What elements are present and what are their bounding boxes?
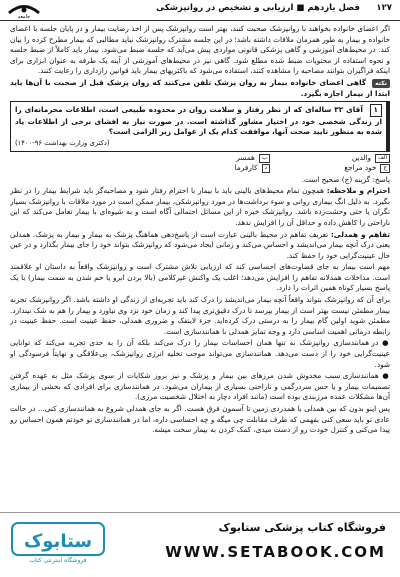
option-key: الف — [375, 154, 390, 163]
note-block — [10, 78, 390, 99]
option-key: ج — [380, 164, 390, 173]
shop-name: فروشگاه کتاب پزشکی ستابوک — [218, 521, 386, 534]
bullet-item: ● همانندسازی سبب مخدوش شدن مرزهای بین بیمار و پزشک و نیز بروز شکایات از سوی پزشک مثل به عهده گرفتن تصمیمات بیمار و یا حس سردرگمی و ناراحتی بسیاری از بیماران می‌شود. در همانندسازی برای افرادی که بخشی از بیماری آن‌ها مشکلات عمده مرزبندی بوده است (مانند افراد دچار به اختلال شخصیت مرزی). — [10, 371, 390, 402]
page-header — [0, 0, 400, 21]
text-rapport: تعریف تفاهم در محیط بالینی عبارت است از پاسخ‌دهی هماهنگ پزشک به بیمار و بیمار به پزشک. همدلی یعنی درک آنچه بیمار می‌اندیشد و احساس می‌کند و زمانی ایجاد می‌شود که روانپزشک بتواند خود را جای بیمار بگذارد و در عین حال عینیت‌گرایی خود را حفظ کند. — [10, 229, 390, 260]
publisher-logo — [6, 2, 42, 19]
setabook-logo-icon — [10, 519, 106, 559]
question-number: ۱ — [370, 104, 382, 117]
paragraph-empathy: مهم است بیمار به جای قضاوت‌های احساسی کند که ارزیابی تلاش مشترک است و روانپزشک واقعاً به داستان او علاقمند است. مداخلات همدلانه تفاهم را افزایش می‌دهد؛ اغلب یک واکنش غیرکلامی (بالا بردن ابرو یا خم شدن به سمت بیمار) با یک پاسخ بسیار کوتاه همین اثرات را دارد. — [10, 262, 390, 293]
paragraph-closing: پس اینو بدون که بین همدلی با همدردی زمین تا آسمون فرق هست. اگر به جای همدلی شروع به همانندسازی کنی... در حالت عادی تو باید سعی کنی بفهمی که طرف مقابلت چی میگه و چه احساسی داره، اما در همانندسازی تو خودتم همون احساس رو پیدا می‌کنی و کنترل خودت رو از دست میدی، کمک کردن به بیمار سخت میشه. — [10, 404, 390, 435]
question-text: آقای ۳۲ ساله‌ای که از نظر رفتار و سلامت روان در محدوده طبیعی است، اطلاعات محرمانه‌ای را از زندگی شخصی خود در اختیار مشاور گذاشته است. در صورت نیاز به افشای برخی از اطلاعات یاد شده به منظور تایید صحت آنها، موافقت کدام یک از عوامل زیر الزامی است؟ — [15, 105, 382, 137]
svg-text:جامعه: جامعه — [17, 14, 31, 19]
option-text: کارفرما — [234, 163, 258, 173]
question-box — [10, 101, 390, 151]
option-a — [270, 154, 390, 164]
option-key: د — [262, 164, 270, 173]
option-c — [270, 164, 390, 174]
text-respect: همچون تمام محیط‌های بالینی باید با بیمار با احترام رفتار شود و مصاحبه‌گر باید شرایط بیمار را در نظر بگیرد. به دلیل انگ بیماری روانی و سوء برداشت‌ها در مورد روانپزشکی، بیمار ممکن است در مورد ملاقات با روانپزشک بسیار نگران یا حتی وحشت‌زده باشد. روانپزشک خبره از این مسائل احتمالی آگاه است و به شیوه‌ای با بیمار تعامل می‌کند که این ناراحتی را کاهش داده و حداقل آن را افزایش ندهد. — [10, 186, 390, 227]
option-text: والدین — [351, 153, 372, 163]
publisher-logo-icon — [6, 2, 42, 19]
page-number: ۱۲۷ — [376, 3, 392, 13]
running-title: فصل یازدهم ■ ارزیابی و تشخیص در روانپزشکی — [156, 3, 360, 13]
question-reference: (دکتری وزارت بهداشت ۹۶-۱۴۰۰) — [15, 138, 110, 147]
note-text: گاهی اعضای خانواده بیمار به روان پزشک تلفن می‌کنند که روان پزشک قبل از صحبت با آن‌ها باید ابتدا از بیمار اجازه بگیرد. — [10, 77, 390, 98]
paragraph-objectivity: برای آن که روانپزشک بتواند واقعاً آنچه بیمار می‌اندیشد را درک کند باید تجربه‌ای از زندگی او داشته باشد. اگر روانپزشک تجربه بیمار مطمئن نیست بهتر است از بیمار بپرسد تا درک دقیق‌تری پیدا کند و زمان خود نزد وی نیاورد و بیمار را هم به شک نیندازد. مطمئن شوید اولین گام بیمار را به درستی درک کرده‌اید. جزء لاینفک و ضروری همدلی، حفظ عینیت است. حفظ عینیت در رابطه درمانی اهمیت اساسی دارد و وجه تمایز همدلی با همانندسازی است. — [10, 295, 390, 336]
website-link[interactable]: WWW.SETABOOK.COM — [165, 543, 386, 561]
answer-line: پاسخ: گزینه (ج) صحیح است. — [301, 174, 390, 184]
option-text: همسر — [236, 153, 255, 163]
note-tag: نکته — [372, 79, 390, 88]
paragraph-rapport — [10, 230, 390, 262]
heading-respect: احترام و ملاحظه: — [326, 186, 390, 196]
page-footer — [0, 512, 400, 577]
paragraph-respect — [10, 186, 390, 228]
paragraph-family-interview: اگر اعضای خانواده بخواهند با روانپزشک صحبت کنند، بهتر است روانپزشک پس از اخذ رضایت بیمار و در پایان جلسه با اعضای خانواده و بیمار به طور همزمان ملاقات داشته باشد؛ در این جلسه مشترک روانپزشک نباید مطالبی که بیمار مطرح کرده را بیان کند. در محیط‌های آموزشی و گاهی پزشکی قانونی مواردی پیش می‌آید که جلسه ضبط می‌شود. بیمار باید کاملاً از ضبط جلسه و نحوه استفاده از محتویات ضبط شده مطلع شود. گاهی نیز در محیط‌های آموزشی از آینه یک طرفه به عنوان ابزاری برای اینکه فراگیران بتوانند مصاحبه را مشاهده کنند، استفاده می‌شود که باکتریهای بیمار باید قوانین رازداری را رعایت کنند. — [10, 24, 390, 76]
option-key: ب — [259, 154, 270, 163]
option-text: خود مراجع — [344, 163, 377, 173]
svg-text:ستابوک: ستابوک — [23, 531, 93, 552]
heading-rapport: تفاهم و همدلی: — [330, 229, 390, 239]
answer-options — [150, 154, 390, 174]
option-b — [150, 154, 270, 164]
bullet-item: ● در همانندسازی روانپزشک نه تنها همان احساسات بیمار را درک می‌کند بلکه آن را به حدی تجربه می‌کند که توانایی عینیت‌گرایی خود را از دست می‌دهد. همانندسازی می‌تواند موجب تخلیه انرژی روانپزشک، بی‌علاقگی و نهایتاً فرسودگی او شود. — [10, 338, 390, 369]
logo-subtitle: فروشگاه اینترنتی کتاب — [29, 557, 87, 564]
option-d — [150, 164, 270, 174]
page-content — [10, 24, 390, 510]
